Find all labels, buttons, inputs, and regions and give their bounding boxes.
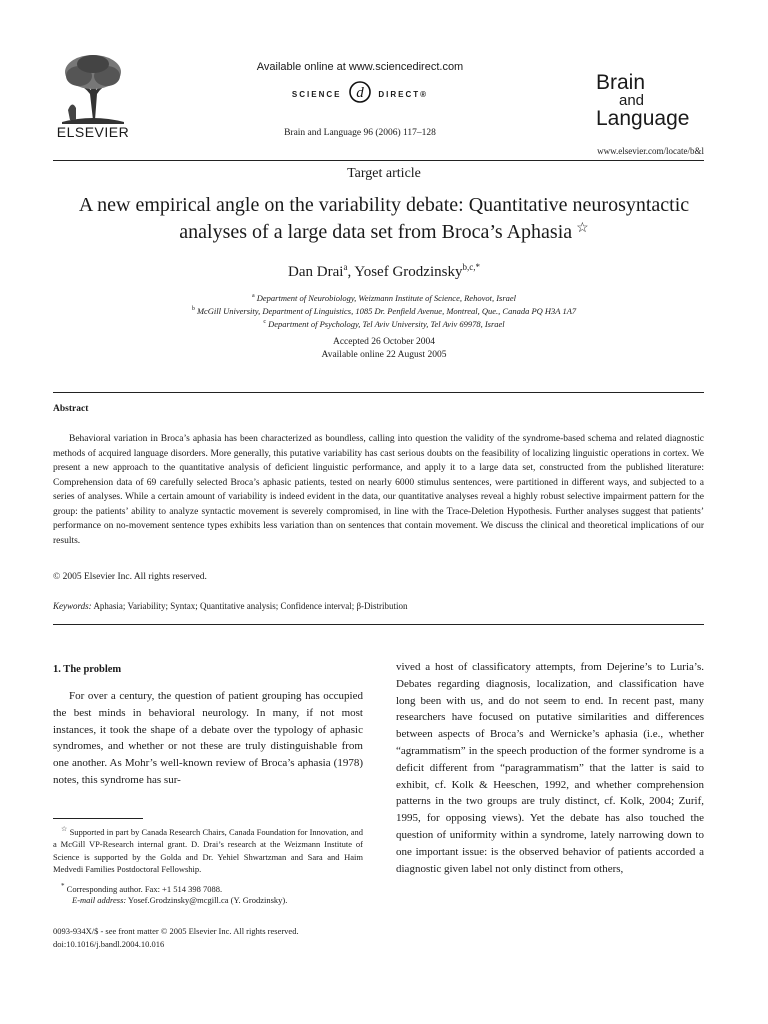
abstract-top-divider [53, 392, 704, 393]
sciencedirect-at-icon [348, 80, 372, 109]
article-type: Target article [347, 166, 421, 181]
journal-logo-line1: Brain [596, 71, 646, 94]
sciencedirect-right-text: DIRECT® [378, 90, 429, 99]
footnote-asterisk: * [61, 882, 65, 890]
sciencedirect-logo[interactable] [230, 80, 490, 104]
affiliation-text: Department of Neurobiology, Weizmann Institute of Science, Rehovot, Israel [256, 293, 517, 303]
article-title [54, 193, 714, 244]
available-online-link[interactable]: Available online at www.sciencedirect.com [256, 61, 464, 73]
abstract-bottom-divider [53, 624, 704, 625]
body-column-left: For over a century, the question of patient grouping has occupied the best minds in behavioral neurology. In many, if not most instances, it took the shape of a debate over the typology of aphasic syndromes, and whether or not these are truly distinguishable from one another. As Mohr’s well-known review of Broca’s aphasia (1978) notes, this syndrome has sur- [53, 690, 363, 786]
affiliation-mark: a [251, 293, 255, 300]
footnote-star-icon: ☆ [61, 825, 68, 833]
title-footnote-star-icon[interactable]: ☆ [576, 221, 589, 236]
sciencedirect-left-text: SCIENCE [291, 90, 342, 99]
article-title-text: A new empirical angle on the variability debate: Quantitative neurosyntactic analyses of a large data set from Broca’s Aphasia [78, 194, 690, 243]
section-heading: 1. The problem [53, 664, 122, 675]
keywords-list: Aphasia; Variability; Syntax; Quantitative analysis; Confidence interval; β-Distribution [93, 601, 408, 611]
abstract-copyright: © 2005 Elsevier Inc. All rights reserved. [53, 572, 207, 582]
online-date: Available online 22 August 2005 [321, 350, 447, 360]
affiliation [0, 306, 768, 316]
keywords [53, 601, 408, 611]
author-name: Dan Drai [288, 264, 344, 280]
author-affil-mark: b,c,* [462, 262, 480, 272]
corresponding-footnote [61, 880, 222, 895]
author-list [0, 262, 768, 281]
footnote-divider [53, 818, 143, 819]
affiliation [0, 293, 768, 303]
journal-citation: Brain and Language 96 (2006) 117–128 [284, 128, 436, 138]
elsevier-tree-logo [54, 50, 132, 128]
header-divider [53, 160, 704, 161]
abstract-body: Behavioral variation in Broca’s aphasia has been characterized as boundless, calling into question the validity of the syndrome-based schema and related diagnostic methods of acquired language disorders. More generally, this putative variability has cast serious doubts on the feasibility of localizing linguistic operations in cortex. We present a new approach to the quantitative analysis of deficient linguistic performance, and apply it to a large data set, constructed from the published literature: Comprehension data of 69 carefully selected Broca’s aphasic patients, tested on nearly 6000 stimulus sentences, were partitioned in different ways, and subjected to a series of analyses. While a certain amount of variability is indeed evident in the data, our quantitative analyses reveal a highly robust selective impairment pattern for the group: the patients’ ability to analyze syntactic movement is severely compromised, in line with the Trace-Deletion Hypothesis. Further analyses suggest that patients’ performance on no-movement sentence types exhibits less variation than on sentences that contain movement. We discuss the clinical and theoretical implications of our results. [53, 434, 704, 546]
keywords-label: Keywords: [53, 601, 92, 611]
email-label: E-mail address: [72, 895, 127, 905]
email-footnote [72, 895, 287, 905]
author-separator: , [347, 264, 355, 280]
body-column-right: vived a host of classificatory attempts, from Dejerine’s to Luria’s. Debates regarding diagnosis, localization, and classification have long been with us, and do not seem to end. In recent past, many researchers have focused on putative similarities and differences between aspects of Broca’s and Wernicke’s aphasia (i.e., whether “agrammatism” in the speech production of the former syndrome is a deficit different from “paragrammatism” that the latter is said to exhibit, cf. Kolk & Heeschen, 1992, and whether comprehension patterns in the two groups are truly distinct, cf. Kolk, 2004; Zurif, 1995, for opposing views). Yet the debate has also touched the question of uniformity within a syndrome, lately narrowing down to one important issue: is the observed behavior of patients accorded a diagnostic given label not only distinct from others, [396, 661, 704, 875]
issn-line: 0093-934X/$ - see front matter © 2005 Elsevier Inc. All rights reserved. [53, 926, 299, 936]
journal-url-link[interactable]: www.elsevier.com/locate/b&l [597, 146, 704, 156]
journal-logo-line2: and [619, 92, 645, 109]
publisher-name: ELSEVIER [56, 124, 130, 140]
svg-text:d: d [356, 85, 364, 101]
accepted-date: Accepted 26 October 2004 [332, 337, 436, 347]
funding-footnote [53, 823, 363, 876]
author-name: Yosef Grodzinsky [354, 264, 463, 280]
journal-logo [596, 72, 706, 129]
email-link[interactable]: Yosef.Grodzinsky@mcgill.ca (Y. Grodzinsky). [128, 895, 288, 905]
corresponding-footnote-text: Corresponding author. Fax: +1 514 398 7088. [66, 883, 223, 894]
affiliation [0, 319, 768, 329]
journal-logo-line3: Language [596, 107, 690, 130]
affiliation-text: McGill University, Department of Linguistics, 1085 Dr. Penfield Avenue, Montreal, Que., Canada PQ H3A 1A7 [196, 306, 577, 316]
author-affil-mark: a [343, 262, 348, 272]
affiliation-text: Department of Psychology, Tel Aviv University, Tel Aviv 69978, Israel [268, 319, 505, 329]
funding-footnote-text: Supported in part by Canada Research Chairs, Canada Foundation for Innovation, and a McGill VP-Research internal grant. D. Drai’s research at the Weizmann Institute of Science is supported by the Golda and Dr. Yehiel Shwartzman and Sara and Haim Medvedi Families Postdoctoral Fellowship. [53, 826, 363, 875]
affiliation-mark: b [191, 306, 195, 313]
abstract-heading: Abstract [53, 404, 89, 414]
doi-link[interactable]: doi:10.1016/j.bandl.2004.10.016 [53, 939, 165, 949]
affiliation-mark: c [263, 319, 266, 326]
